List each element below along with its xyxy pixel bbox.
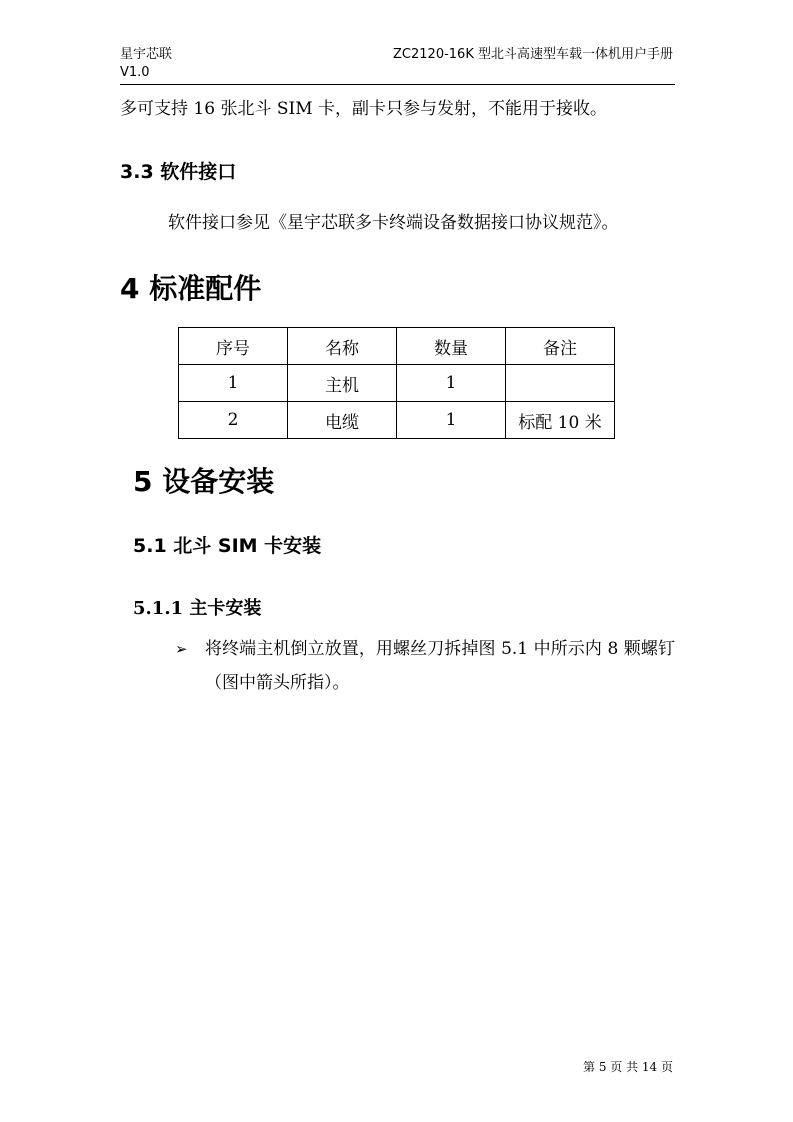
table-cell: 2 [179, 402, 288, 439]
header-divider [120, 84, 675, 85]
table-cell: 标配 10 米 [506, 402, 615, 439]
section-3-3-heading: 3.3 软件接口 [120, 161, 237, 183]
accessories-table [178, 327, 615, 439]
table-header-cell: 数量 [397, 328, 506, 365]
section-5-1-1-heading: 5.1.1 主卡安装 [133, 598, 262, 619]
header-company: 星宇芯联 [120, 47, 173, 62]
section-3-3-text: 软件接口参见《星宇芯联多卡终端设备数据接口协议规范》。 [168, 213, 619, 233]
continued-paragraph: 多可支持 16 张北斗 SIM 卡，副卡只参与发射，不能用于接收。 [120, 99, 608, 119]
section-5-1-heading: 5.1 北斗 SIM 卡安装 [133, 535, 322, 557]
bullet-item [175, 632, 675, 700]
table-cell [506, 365, 615, 402]
header-left [120, 46, 172, 82]
arrow-bullet-icon: ➢ [175, 640, 188, 658]
table-header-cell: 备注 [506, 328, 615, 365]
header-version: V1.0 [120, 65, 150, 80]
section-4-heading: 4 标准配件 [120, 272, 262, 305]
table-cell: 1 [397, 365, 506, 402]
table-cell: 1 [179, 365, 288, 402]
bullet-text: 将终端主机倒立放置，用螺丝刀拆掉图 5.1 中所示内 8 颗螺钉（图中箭头所指）。 [205, 639, 675, 693]
table-row [179, 402, 615, 439]
header-doc-title: ZC2120-16K 型北斗高速型车载一体机用户手册 [393, 47, 673, 62]
table-header-cell: 名称 [288, 328, 397, 365]
table-header-row [179, 328, 615, 365]
table-cell: 1 [397, 402, 506, 439]
table-header-cell: 序号 [179, 328, 288, 365]
table-cell: 电缆 [288, 402, 397, 439]
section-5-heading: 5 设备安装 [133, 465, 275, 498]
table-row [179, 365, 615, 402]
page-number: 第 5 页 共 14 页 [583, 1060, 673, 1074]
table-cell: 主机 [288, 365, 397, 402]
